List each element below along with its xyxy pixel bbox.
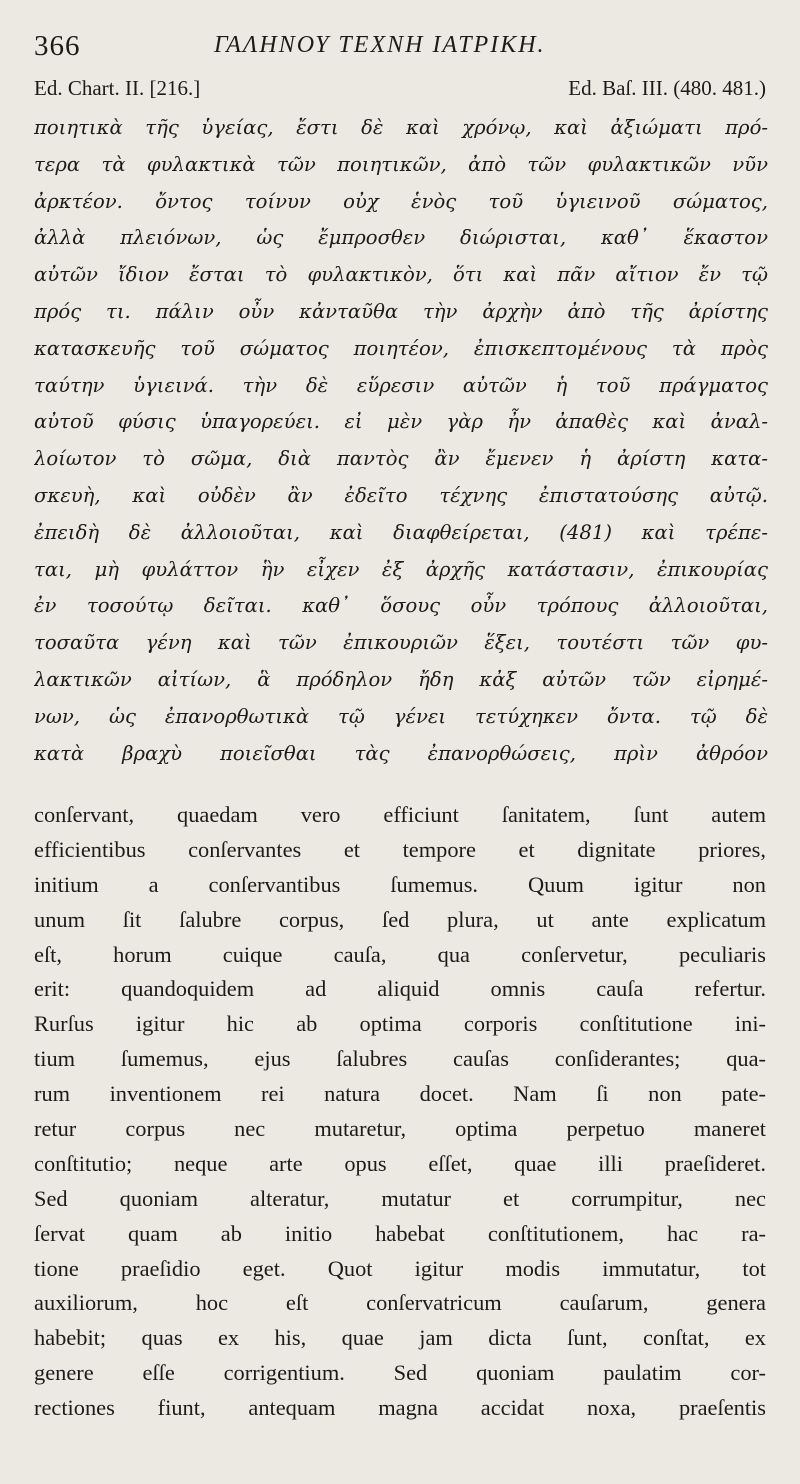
latin-text-line: rum inventionem rei natura docet. Nam ſi non pate-: [34, 1081, 766, 1107]
greek-text-block: [34, 110, 768, 772]
latin-text-line: retur corpus nec mutaretur, optima perpetuo maneret: [34, 1116, 766, 1142]
greek-text-line: σκευὴ, καὶ οὐδὲν ἂν ἐδεῖτο τέχνης ἐπιστατούσης αὐτῷ.: [34, 483, 768, 507]
edition-reference-right: Ed. Baſ. III. (480. 481.): [568, 76, 766, 100]
greek-text-line: κατασκευῆς τοῦ σώματος ποιητέον, ἐπισκεπτομένους τὰ πρὸς: [34, 336, 768, 360]
greek-text-line: ἐν τοσούτῳ δεῖται. καθ᾿ ὅσους οὖν τρόπους ἀλλοιοῦται,: [34, 594, 768, 618]
greek-text-line: λοίωτον τὸ σῶμα, διὰ παντὸς ἂν ἔμενεν ἡ ἀρίστη κατα-: [34, 447, 768, 471]
greek-text-line: λακτικῶν αἰτίων, ἃ πρόδηλον ἤδη κἀξ αὐτῶν τῶν εἰρημέ-: [34, 667, 768, 691]
page-number: 366: [34, 30, 81, 62]
greek-text-line: αὐτῶν ἴδιον ἔσται τὸ φυλακτικὸν, ὅτι καὶ πᾶν αἴτιον ἔν τῷ: [34, 263, 768, 287]
greek-text-line: νων, ὡς ἐπανορθωτικὰ τῷ γένει τετύχηκεν ὄντα. τῷ δὲ: [34, 704, 768, 728]
latin-text-line: efficientibus conſervantes et tempore et dignitate priores,: [34, 836, 766, 862]
latin-text-line: ſervat quam ab initio habebat conſtitutionem, hac ra-: [34, 1220, 766, 1246]
greek-text-line: αὐτοῦ φύσις ὑπαγορεύει. εἰ μὲν γὰρ ἦν ἀπαθὲς καὶ ἀναλ-: [34, 410, 768, 434]
latin-text-line: conſervant, quaedam vero efficiunt ſanitatem, ſunt autem: [34, 802, 766, 827]
latin-text-block: [34, 798, 766, 1426]
greek-text-line: ποιητικὰ τῆς ὑγείας, ἔστι δὲ καὶ χρόνῳ, καὶ ἀξιώματι πρό-: [34, 116, 768, 139]
latin-text-line: auxiliorum, hoc eſt conſervatricum cauſarum, genera: [34, 1290, 766, 1316]
latin-text-line: initium a conſervantibus ſumemus. Quum igitur non: [34, 871, 766, 897]
latin-text-line: genere eſſe corrigentium. Sed quoniam paulatim cor-: [34, 1360, 766, 1386]
greek-text-line: τοσαῦτα γένη καὶ τῶν ἐπικουριῶν ἕξει, τουτέστι τῶν φυ-: [34, 631, 768, 655]
greek-text-line: κατὰ βραχὺ ποιεῖσθαι τὰς ἐπανορθώσεις, πρὶν ἀθρόον: [34, 741, 768, 765]
running-head: [34, 30, 764, 70]
latin-text-line: unum ſit ſalubre corpus, ſed plura, ut ante explicatum: [34, 906, 766, 932]
greek-text-line: ἐπειδὴ δὲ ἀλλοιοῦται, καὶ διαφθείρεται, (481) καὶ τρέπε-: [34, 520, 768, 544]
edition-reference-line: [34, 76, 766, 106]
greek-text-line: τερα τὰ φυλακτικὰ τῶν ποιητικῶν, ἀπὸ τῶν φυλακτικῶν νῦν: [34, 152, 768, 176]
edition-reference-left: Ed. Chart. II. [216.]: [34, 76, 201, 100]
latin-text-line: erit: quandoquidem ad aliquid omnis cauſa refertur.: [34, 976, 766, 1002]
latin-text-line: eſt, horum cuique cauſa, qua conſervetur, peculiaris: [34, 941, 766, 967]
latin-text-line: tium ſumemus, ejus ſalubres cauſas conſiderantes; qua-: [34, 1046, 766, 1072]
latin-text-line: rectiones fiunt, antequam magna accidat noxa, praeſentis: [34, 1395, 766, 1421]
latin-text-line: Rurſus igitur hic ab optima corporis conſtitutione ini-: [34, 1011, 766, 1037]
latin-text-line: conſtitutio; neque arte opus eſſet, quae illi praeſideret.: [34, 1150, 766, 1176]
greek-text-line: ται, μὴ φυλάττον ἣν εἶχεν ἐξ ἀρχῆς κατάστασιν, ἐπικουρίας: [34, 557, 768, 581]
greek-text-line: πρός τι. πάλιν οὖν κἀνταῦθα τὴν ἀρχὴν ἀπὸ τῆς ἀρίστης: [34, 299, 768, 323]
greek-text-line: ἀρκτέον. ὄντος τοίνυν οὐχ ἑνὸς τοῦ ὑγιεινοῦ σώματος,: [34, 189, 768, 213]
greek-text-line: ἀλλὰ πλειόνων, ὡς ἔμπροσθεν διώρισται, καθ᾿ ἕκαστον: [34, 226, 768, 250]
latin-text-line: Sed quoniam alteratur, mutatur et corrumpitur, nec: [34, 1185, 766, 1211]
latin-text-line: habebit; quas ex his, quae jam dicta ſunt, conſtat, ex: [34, 1325, 766, 1351]
greek-text-line: ταύτην ὑγιεινά. τὴν δὲ εὕρεσιν αὐτῶν ἡ τοῦ πράγματος: [34, 373, 768, 397]
latin-text-line: tione praeſidio eget. Quot igitur modis immutatur, tot: [34, 1255, 766, 1281]
running-title: ΓΑΛΗΝΟΥ ΤΕΧΝΗ ΙΑΤΡΙΚΗ.: [214, 32, 546, 58]
